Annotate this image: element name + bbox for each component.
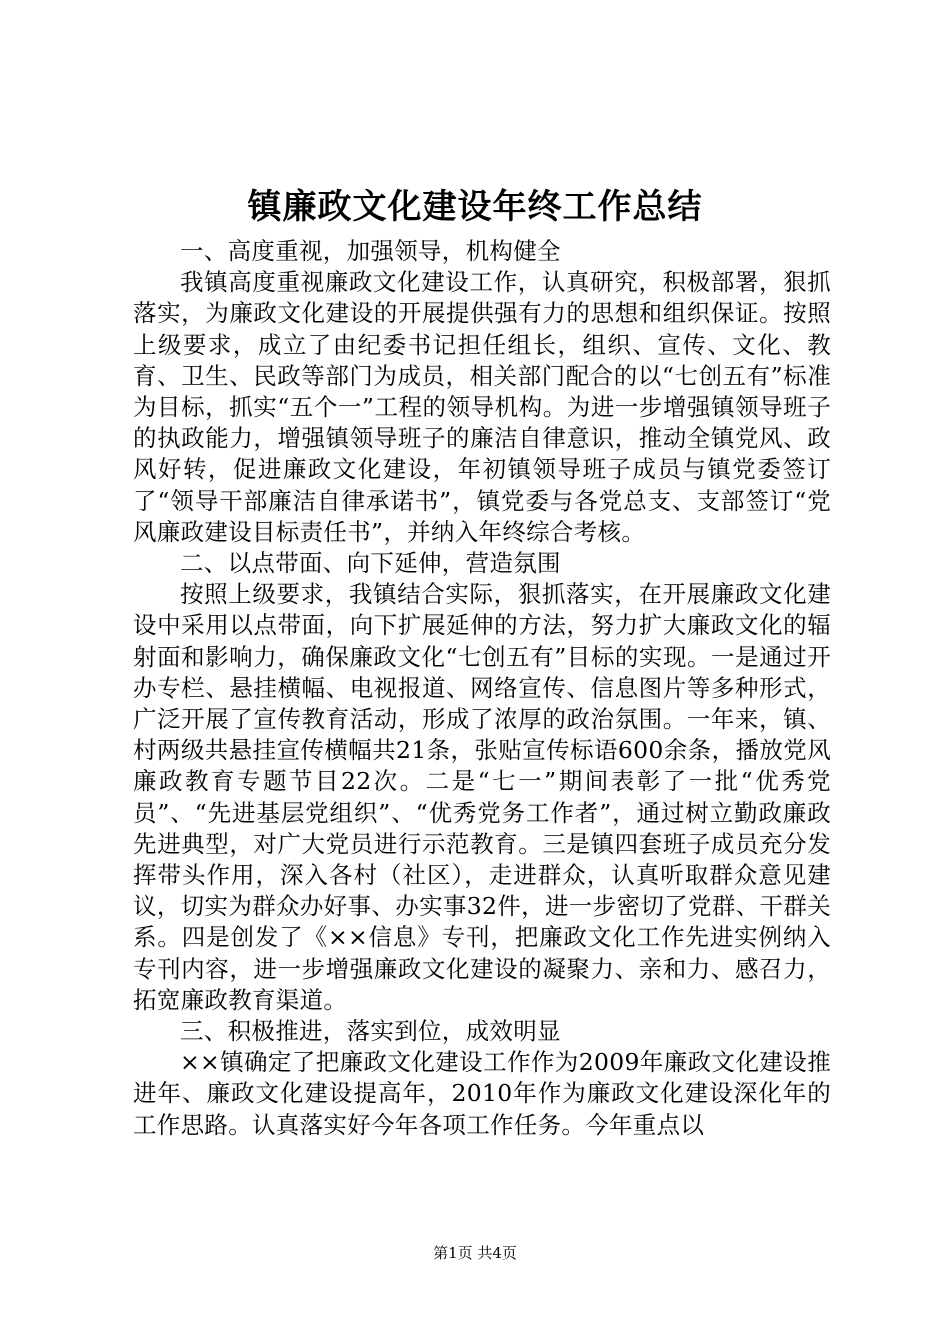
section-heading-1: 一、高度重视，加强领导，机构健全 bbox=[180, 237, 561, 265]
page-footer: 第1页 共4页 bbox=[433, 1244, 517, 1262]
section-heading-2: 二、以点带面、向下延伸，营造氛围 bbox=[180, 549, 561, 578]
section-paragraph-2: 按照上级要求，我镇结合实际，狠抓落实，在开展廉政文化建设中采用以点带面，向下扩展延伸的方法，努力扩大廉政文化的辐射面和影响力，确保廉政文化“七创五有”目标的实现。一是通过开办专栏、悬挂横幅、电视报道、网络宣传、信息图片等多种形式，广泛开展了宣传教育活动，形成了浓厚的政治氛围。一年来，镇、村两级共悬挂宣传横幅共21条，张贴宣传标语600余条，播放党风廉政教育专题节目22次。二是“七一”期间表彰了一批“优秀党员”、“先进基层党组织”、“优秀党务工作者”，通过树立勤政廉政先进典型，对广大党员进行示范教育。三是镇四套班子成员充分发挥带头作用，深入各村（社区），走进群众，认真听取群众意见建议，切实为群众办好事、办实事32件，进一步密切了党群、干群关系。四是创发了《××信息》专刊，把廉政文化工作先进实例纳入专刊内容，进一步增强廉政文化建设的凝聚力、亲和力、感召力，拓宽廉政教育渠道。 bbox=[133, 580, 831, 1014]
document-title: 镇廉政文化建设年终工作总结 bbox=[247, 187, 703, 227]
section-paragraph-1: 我镇高度重视廉政文化建设工作，认真研究，积极部署，狠抓落实，为廉政文化建设的开展提供强有力的思想和组织保证。按照上级要求，成立了由纪委书记担任组长，组织、宣传、文化、教育、卫生、民政等部门为成员，相关部门配合的以“七创五有”标准为目标，抓实“五个一”工程的领导机构。为进一步增强镇领导班子的执政能力，增强镇领导班子的廉洁自律意识，推动全镇党风、政风好转，促进廉政文化建设，年初镇领导班子成员与镇党委签订了“领导干部廉洁自律承诺书”，镇党委与各党总支、支部签订“党风廉政建设目标责任书”，并纳入年终综合考核。 bbox=[133, 268, 831, 546]
section-heading-3: 三、积极推进，落实到位，成效明显 bbox=[180, 1017, 561, 1046]
document-body bbox=[133, 236, 831, 1141]
section-paragraph-3: ××镇确定了把廉政文化建设工作作为2009年廉政文化建设推进年、廉政文化建设提高年，2010年作为廉政文化建设深化年的工作思路。认真落实好今年各项工作任务。今年重点以 bbox=[133, 1048, 831, 1139]
